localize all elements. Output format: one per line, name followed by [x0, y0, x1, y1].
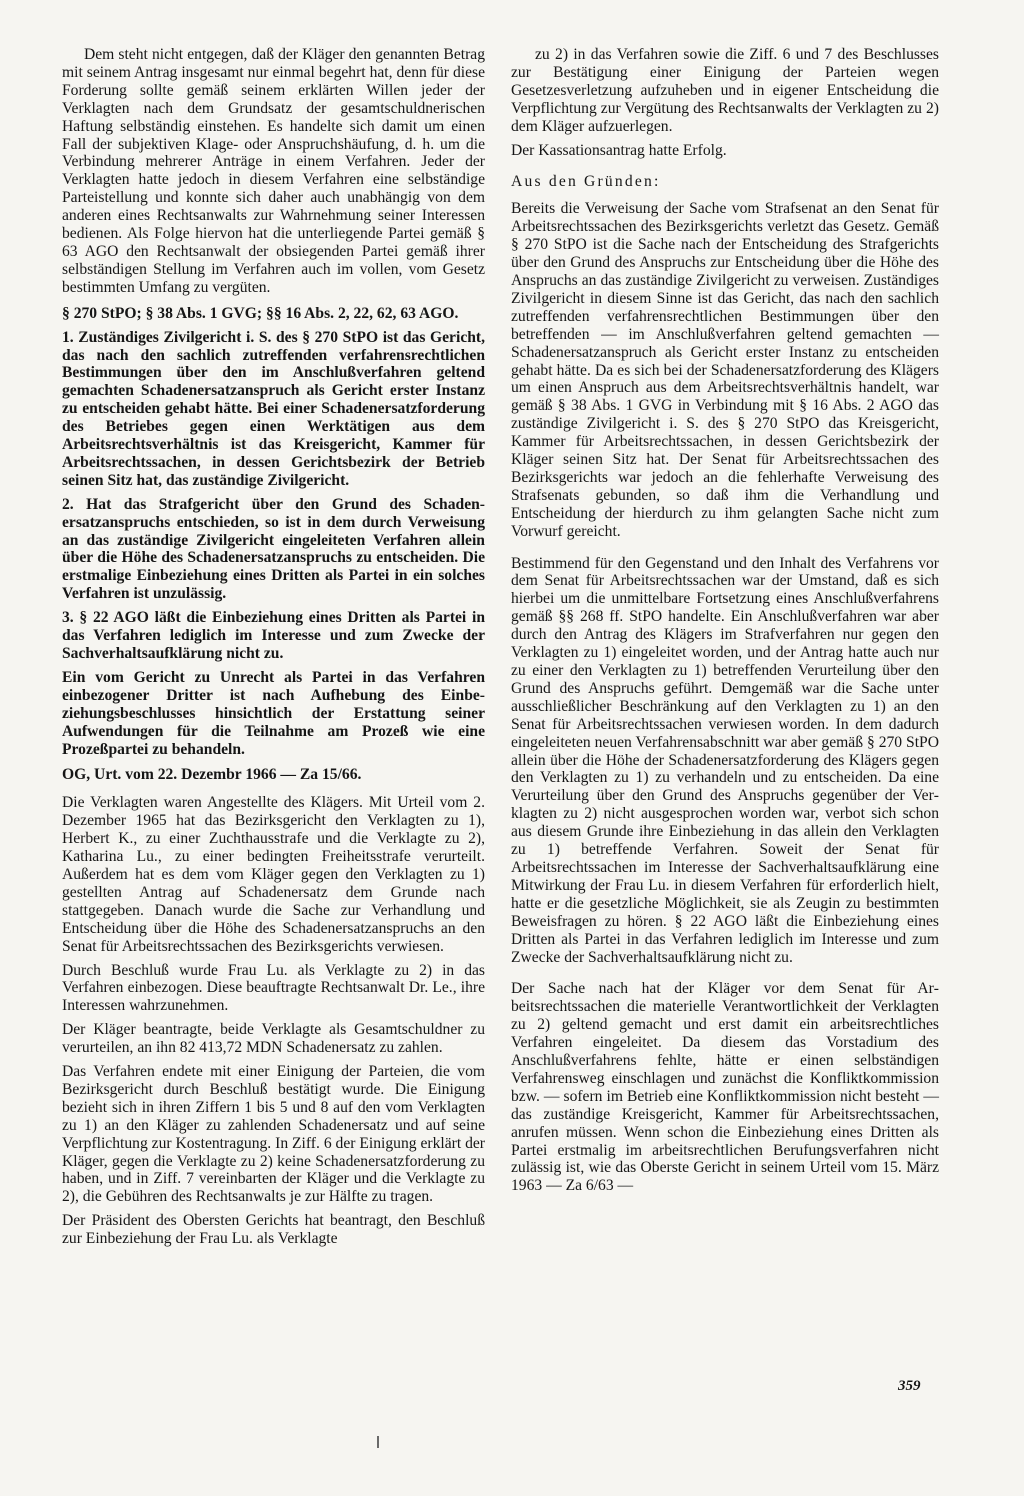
- right-paragraph-2: Der Kassationsantrag hatte Erfolg.: [511, 141, 727, 159]
- scan-mark: [377, 1436, 379, 1448]
- right-paragraph-1: zu 2) in das Verfahren sowie die Ziff. 6 und 7 des Beschlusses zur Bestätigung einer Einigung der Parteien wegen Gesetzesverletzung aufzuheben und in eigener Entscheidung die Verpflichtung zur Vergütung des Rechtsanwalts der Verklagten zu 2) dem Kläger aufzuerlegen.: [511, 46, 939, 135]
- left-paragraph-1: Dem steht nicht entgegen, daß der Kläger den genannten Betrag mit seinem Antrag insgesamt nur einmal begehrt hat, denn für diese Forderung sollte gemäß seinem erklärten Willen jeder der Verklagten nach dem Grundsatz der gesamtschuldnerischen Haftung selbständig einstehen. Es handelte sich damit um einen Fall der subjektiven Klage- oder Anspruchshäufung, d. h. um die Verbindung mehrerer Anträge in einem Verfahren. Jeder der Verklagten hatte jedoch in diesem Verfahren eine selbständige Parteistellung und konnte sich daher auch unabhängig von dem anderen eines Rechtsanwalts zur Wahrnehmung seiner Interessen bedienen. Als Folge hiervon hat die unterliegende Partei gemäß § 63 AGO den Rechtsanwalt der obsiegenden Partei gemäß ihrer selbständigen Stellung im Verfahren auch im vollen, vom Gesetz bestimmten Umfang zu vergüten.: [62, 46, 485, 296]
- court-reference: OG, Urt. vom 22. Dezembr 1966 — Za 15/66.: [62, 766, 362, 784]
- left-paragraph-3: Durch Beschluß wurde Frau Lu. als Verklagte zu 2) in das Verfahren einbezogen. Diese beauftragte Rechtsanwalt Dr. Le., ihre Interessen wahrzunehmen.: [62, 961, 485, 1015]
- left-paragraph-6: Der Präsident des Obersten Gerichts hat beantragt, den Beschluß zur Einbeziehung der Frau Lu. als Verklagte: [62, 1212, 485, 1248]
- left-column: [62, 46, 485, 1254]
- left-paragraph-2: Die Verklagten waren Angestellte des Klägers. Mit Urteil vom 2. Dezember 1965 hat das Bezirksgericht den Verklagten zu 1), Herbert K., zu einer Zuchthausstrafe und die Verklagte zu 2), Katharina Lu., zu einer bedingten Freiheitsstrafe verurteilt. Außerdem hat es dem vom Kläger gegen den Verklagten zu 1) gestellten Antrag auf Schadenersatz dem Grunde nach stattgegeben. Danach wurde die Sache zur Verhandlung und Entscheidung über die Höhe des Schadenersatzanspruchs an den Senat für Arbeitsrechtssachen des Bezirksgerichts verwiesen.: [62, 794, 485, 955]
- section-heading: Aus den Gründen:: [511, 173, 661, 191]
- right-column: [511, 46, 939, 1201]
- statute-citation: § 270 StPO; § 38 Abs. 1 GVG; §§ 16 Abs. 2, 22, 62, 63 AGO.: [62, 304, 459, 322]
- headnote-3: 3. § 22 AGO läßt die Einbeziehung eines Dritten als Partei in das Verfahren lediglich im Interesse und zum Zwecke der Sachverhaltsaufklärung nicht zu.: [62, 609, 485, 662]
- headnote-2: 2. Hat das Strafgericht über den Grund des Schadenersatzanspruchs entschieden, so ist in dem durch Verweisung an das zuständige Zivilgericht eingeleiteten Verfahren allein über die Höhe des Schadenersatzanspruchs zu entscheiden. Die erstmalige Einbeziehung eines Dritten als Partei in ein solches Verfahren ist unzulässig.: [62, 495, 485, 603]
- headnote-4: Ein vom Gericht zu Unrecht als Partei in das Verfahren einbezogener Dritter ist nach Aufhebung des Einbeziehungsbeschlusses hinsichtlich der Erstattung seiner Aufwendungen für die Teilnahme am Prozeß wie eine Prozeßpartei zu behandeln.: [62, 668, 485, 758]
- headnote-1: 1. Zuständiges Zivilgericht i. S. des § 270 StPO ist das Gericht, das nach den sachlich zutreffenden verfahrensrechtlichen Bestimmungen über den im Anschlußverfahren geltend gemachten Schadenersatzanspruch als Gericht erster Instanz zu entscheiden gehabt hätte. Bei einer Schadenersatzforderung des Betriebes gegen einen Werktätigen aus dem Arbeitsrechtsverhältnis ist das Kreisgericht, Kammer für Arbeitsrechtssachen, in dessen Gerichtsbezirk der Betrieb seinen Sitz hat, das zuständige Zivilgericht.: [62, 328, 485, 489]
- right-paragraph-4: Bestimmend für den Gegenstand und den Inhalt des Verfahrens vor dem Senat für Arbeitsrechtssachen war der Umstand, daß es sich hierbei um die unmittelbare Fortsetzung eines Anschlußverfahrens gemäß §§ 268 ff. StPO handelte. Ein Anschlußverfahren war aber durch den Antrag des Klägers im Strafverfahren nur gegen den Verklagten zu 1) eingeleitet worden, und der Antrag hatte auch nur zu einer den Verklagten zu 1) betreffenden Verurteilung über den Grund des Anspruchs geführt. Demgemäß war die Sache unter ausschließlicher Beschränkung auf den Verklagten zu 1) an den Senat für Arbeitsrechtssachen verwiesen worden. In dem dadurch eingeleiteten neuen Verfahrensabschnitt war aber gemäß § 270 StPO allein über die Höhe der Schadenersatzforderung des Klägers gegen den Verklagten zu 1) zu verhandeln und zu entscheiden. Da eine Verurteilung über den Grund des Anspruchs gegenüber der Verklagten zu 2) nicht ausgesprochen worden war, verbot sich schon aus diesem Grunde ihre Einbeziehung in das allein den Verklagten zu 1) betreffende Verfahren. Soweit der Senat für Arbeitsrechtssachen im Interesse der Sachverhaltsaufklärung eine Mitwirkung der Frau Lu. in diesem Verfahren für erforderlich hielt, hatte er die gesetzliche Möglichkeit, sie als Zeugin zu bestimmten Beweisfragen zu hören. § 22 AGO läßt die Einbeziehung eines Dritten als Partei in das Verfahren lediglich im Interesse und zum Zwecke der Sachverhaltsaufklärung nicht zu.: [511, 554, 939, 966]
- right-paragraph-3: Bereits die Verweisung der Sache vom Strafsenat an den Senat für Arbeitsrechtssachen des Bezirksgerichts verletzt das Gesetz. Gemäß § 270 StPO ist die Sache nach der Entscheidung des Strafgerichts über den Grund des Anspruchs zur Entscheidung über die Höhe des Anspruchs an das zuständige Zivilgericht zu verweisen. Zuständiges Zivilgericht in diesem Sinne ist das Gericht, das nach den sachlich zutreffenden verfahrensrechtlichen Bestimmungen über den betreffenden — im Anschlußverfahren geltend gemachten — Schadenersatzanspruch als Gericht erster Instanz zu entscheiden gehabt hätte. Da es sich bei der Schadenersatzforderung des Klägers um einen Anspruch aus dem Arbeitsrechtsverhältnis handelt, war gemäß § 38 Abs. 1 GVG in Verbindung mit § 16 Abs. 2 AGO das zuständige Zivilgericht i. S. des § 270 StPO das Kreisgericht, Kammer für Arbeitsrechtssachen, in dessen Gerichtsbezirk der Kläger seinen Sitz hat. Der Senat für Arbeitsrechtssachen des Bezirksgerichts war jedoch an die fehlerhafte Verweisung des Strafsenats gebunden, so daß ihm die Verhandlung und Entscheidung der hierdurch zu ihm gelangten Sache nicht zum Vorwurf gereicht.: [511, 200, 939, 540]
- left-paragraph-5: Das Verfahren endete mit einer Einigung der Parteien, die vom Bezirksgericht durch Beschluß bestätigt wurde. Die Einigung bezieht sich in ihren Ziffern 1 bis 5 und 8 auf den vom Verklagten zu 1) an den Kläger zu zahlenden Schadenersatz und auf seine Verpflichtung zur Kostentragung. In Ziff. 6 der Einigung erklärt der Kläger, gegen die Verklagte zu 2) keine Schadenersatzforderung zu haben, und in Ziff. 7 vereinbarten der Kläger und die Verklagte zu 2), die Gebühren des Rechtsanwalts je zur Hälfte zu tragen.: [62, 1063, 485, 1206]
- right-paragraph-5: Der Sache nach hat der Kläger vor dem Senat für Arbeitsrechtssachen die materielle Verantwortlichkeit der Verklagten zu 2) geltend gemacht und erst damit ein arbeitsrechtliches Verfahren eingeleitet. Da diesem das Vorstadium des Anschlußverfahrens fehlte, hätte er einen selbständigen Verfahrensweg einschlagen und zunächst die Konfliktkommission bzw. — sofern im Betrieb eine Konfliktkommission nicht besteht — das zuständige Kreisgericht, Kammer für Arbeitsrechtssachen, anrufen müssen. Wenn schon die Einbeziehung eines Dritten als Partei erstmalig im arbeitsrechtlichen Berufungsverfahren nicht zulässig ist, wie das Oberste Gericht in seinem Urteil vom 15. März 1963 — Za 6/63 —: [511, 980, 939, 1195]
- left-paragraph-4: Der Kläger beantragte, beide Verklagte als Gesamtschuldner zu verurteilen, an ihn 82 413,72 MDN Schadenersatz zu zahlen.: [62, 1021, 485, 1057]
- page-number: 359: [898, 1378, 921, 1394]
